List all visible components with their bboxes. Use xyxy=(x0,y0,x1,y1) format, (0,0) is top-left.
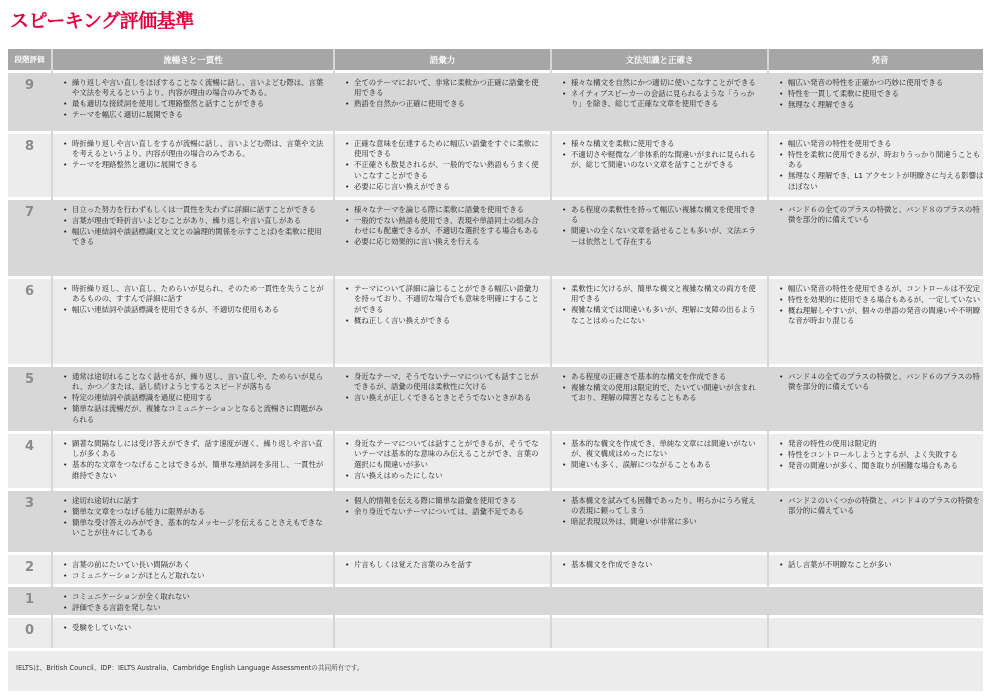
criteria-item: • 言い換えはめったにしない xyxy=(345,471,544,481)
criteria-item: • 繰り返しや言い直しをほぼすることなく流暢に話し、言いよどむ際は、言葉や文法を考えるというより、内容が理由の場合のみである。 xyxy=(63,78,327,99)
fluency-cell xyxy=(53,197,333,276)
criteria-list xyxy=(779,139,983,192)
criteria-list xyxy=(63,284,327,316)
criteria-item: • 基本構文を作成できない xyxy=(562,560,761,570)
criteria-item: • 発音の特性の使用は限定的 xyxy=(779,439,983,449)
criteria-item: • テーマについて詳細に論じることができる幅広い語彙力を持っており、不適切な場合でも意味を明確にすることができる xyxy=(345,284,544,315)
criteria-item: • 必要に応じ言い換えができる xyxy=(345,182,544,192)
grammar-cell xyxy=(552,197,767,276)
criteria-list xyxy=(562,560,761,570)
criteria-item: • 時折繰り返しや言い直しをするが流暢に話し、言いよどむ際は、言葉や文法を考えるというより、内容が理由の場合のみである。 xyxy=(63,139,327,160)
criteria-item: • 間違いも多く、誤解につながることもある xyxy=(562,460,761,470)
page-title: スピーキング評価基準 xyxy=(10,10,194,32)
grammar-cell xyxy=(552,131,767,197)
criteria-item: • 特性を効果的に使用できる場合もあるが、一定していない xyxy=(779,295,983,305)
lexical-cell xyxy=(335,364,550,431)
criteria-item: • 簡単な受け答えのみができ、基本的なメッセージを伝えることさえもできないことが往々にしてある xyxy=(63,518,327,539)
criteria-item: • 受験をしていない xyxy=(63,623,327,633)
criteria-item: • ある程度の柔軟性を持って幅広い複雑な構文を使用できる xyxy=(562,205,761,226)
criteria-list xyxy=(345,496,544,517)
criteria-list xyxy=(63,496,327,539)
criteria-list xyxy=(562,205,761,247)
pronunciation-cell xyxy=(769,552,983,584)
criteria-item: • 必要に応じ効果的に言い換えを行える xyxy=(345,237,544,247)
fluency-cell xyxy=(53,431,333,488)
criteria-list xyxy=(345,205,544,248)
band-level: 6 xyxy=(8,276,51,364)
criteria-list xyxy=(562,78,761,110)
criteria-item: • ある程度の正確さで基本的な構文を作成できる xyxy=(562,372,761,382)
criteria-item: • 様々なテーマを論じる際に柔軟に語彙を使用できる xyxy=(345,205,544,215)
pronunciation-cell xyxy=(769,431,983,488)
criteria-item: • 時折繰り返し、言い直し、ためらいが見られ、そのため一貫性を失うことがあるものの、すすんで詳細に話す xyxy=(63,284,327,305)
criteria-item: • 正確な意味を伝達するために幅広い語彙をすぐに柔軟に使用できる xyxy=(345,139,544,160)
pronunciation-cell xyxy=(769,584,983,615)
grammar-cell xyxy=(552,364,767,431)
criteria-item: • 概ね正しく言い換えができる xyxy=(345,316,544,326)
criteria-list xyxy=(63,560,327,581)
criteria-list xyxy=(779,78,983,110)
criteria-item: • 特性を柔軟に使用できるが、時おりうっかり間違うこともある xyxy=(779,150,983,171)
criteria-item: • 基本的な構文を作成でき、単純な文章には間違いがないが、複文構成はめったにない xyxy=(562,439,761,460)
criteria-item: • 特性をコントロールしようとするが、よく失敗する xyxy=(779,450,983,460)
criteria-item: • 身近なテーマについては話すことができるが、そうでないテーマは基本的な意味のみ伝えることができ、言葉の選択にも間違いが多い xyxy=(345,439,544,470)
pronunciation-cell xyxy=(769,488,983,552)
lexical-cell xyxy=(335,615,550,648)
criteria-list xyxy=(63,139,327,171)
criteria-list xyxy=(345,284,544,326)
criteria-item: • 簡単な話は流暢だが、複雑なコミュニケーションとなると流暢さに問題がみられる xyxy=(63,404,327,425)
lexical-cell xyxy=(335,488,550,552)
criteria-item: • 途切れ途切れに話す xyxy=(63,496,327,506)
lexical-cell xyxy=(335,131,550,197)
band-level: 9 xyxy=(8,70,51,131)
criteria-item: • 幅広い連結詞や談話標識(文と文との論理的関係を示すことば)を柔軟に使用できる xyxy=(63,227,327,248)
criteria-item: • 複雑な構文の使用は限定的で、たいてい間違いが含まれており、理解の障害となることもある xyxy=(562,383,761,404)
pronunciation-cell xyxy=(769,615,983,648)
criteria-list xyxy=(779,560,983,570)
criteria-item: • 身近なテーマ、そうでないテーマについても話すことができるが、語彙の使用は柔軟性に欠ける xyxy=(345,372,544,393)
criteria-list xyxy=(779,284,983,327)
criteria-item: • 柔軟性に欠けるが、簡単な構文と複雑な構文の両方を使用できる xyxy=(562,284,761,305)
lexical-cell xyxy=(335,197,550,276)
criteria-item: • テーマを理路整然と適切に展開できる xyxy=(63,160,327,170)
criteria-item: • 暗記表現以外は、間違いが非常に多い xyxy=(562,517,761,527)
criteria-item: • 熟語を自然かつ正確に使用できる xyxy=(345,99,544,109)
header-fluency: 流暢さと一貫性 xyxy=(53,49,333,70)
pronunciation-cell xyxy=(769,276,983,364)
criteria-item: • バンド２のいくつかの特徴と、バンド４のプラスの特徴を部分的に備えている xyxy=(779,496,983,517)
criteria-list xyxy=(779,372,983,393)
band-level: 4 xyxy=(8,431,51,488)
band-level: 2 xyxy=(8,552,51,584)
criteria-item: • テーマを幅広く適切に展開できる xyxy=(63,110,327,120)
criteria-item: • 全てのテーマにおいて、非常に柔軟かつ正確に語彙を使用できる xyxy=(345,78,544,99)
criteria-item: • 言い換えが正しくできるときとそうでないときがある xyxy=(345,393,544,403)
grammar-cell xyxy=(552,552,767,584)
criteria-item: • 片言もしくは覚えた言葉のみを話す xyxy=(345,560,544,570)
criteria-list xyxy=(562,139,761,171)
band-level: 8 xyxy=(8,131,51,197)
criteria-item: • 特性を一貫して柔軟に使用できる xyxy=(779,89,983,99)
criteria-item: • 様々な構文を柔軟に使用できる xyxy=(562,139,761,149)
criteria-list xyxy=(63,623,327,633)
band-level: 1 xyxy=(8,584,51,615)
grammar-cell xyxy=(552,615,767,648)
header-level: 段階評価 xyxy=(8,49,51,70)
band-level: 7 xyxy=(8,197,51,276)
grammar-cell xyxy=(552,431,767,488)
header-pronunciation: 発音 xyxy=(769,49,983,70)
criteria-item: • 最も適切な接続詞を使用して理路整然と話すことができる xyxy=(63,99,327,109)
criteria-item: • 顕著な間隔なしには受け答えができず、話す速度が遅く、繰り返しや言い直しが多くある xyxy=(63,439,327,460)
header-grammar: 文法知識と正確さ xyxy=(552,49,767,70)
band-level: 3 xyxy=(8,488,51,552)
criteria-item: • バンド６の全てのプラスの特徴と、バンド８のプラスの特徴を部分的に備えている xyxy=(779,205,983,226)
criteria-table xyxy=(8,49,983,691)
criteria-item: • 不正確さも散見されるが、一般的でない熟語もうまく使いこなすことができる xyxy=(345,160,544,181)
criteria-list xyxy=(63,372,327,425)
criteria-item: • バンド４の全てのプラスの特徴と、バンド６のプラスの特徴を部分的に備えている xyxy=(779,372,983,393)
fluency-cell xyxy=(53,584,333,615)
criteria-list xyxy=(63,439,327,481)
fluency-cell xyxy=(53,131,333,197)
criteria-item: • 基本構文を試みても困難であったり、明らかにうろ覚えの表現に頼ってしまう xyxy=(562,496,761,517)
criteria-item: • 基本的な文章をつなげることはできるが、簡単な連結詞を多用し、一貫性が維持できない xyxy=(63,460,327,481)
grammar-cell xyxy=(552,488,767,552)
criteria-item: • 通常は途切れることなく話せるが、繰り返し、言い直しや、ためらいが見られ、かつ／または、話し続けようとするとスピードが落ちる xyxy=(63,372,327,393)
criteria-list xyxy=(779,439,983,471)
criteria-item: • 言葉の前にたいてい長い間隔があく xyxy=(63,560,327,570)
criteria-item: • 無理なく理解できる xyxy=(779,100,983,110)
criteria-list xyxy=(562,439,761,471)
fluency-cell xyxy=(53,276,333,364)
header-lexical: 語彙力 xyxy=(335,49,550,70)
lexical-cell xyxy=(335,431,550,488)
criteria-list xyxy=(562,284,761,326)
criteria-list xyxy=(345,560,544,570)
criteria-item: • 無理なく理解でき、L1 アクセントが明瞭さに与える影響はほぼない xyxy=(779,171,983,192)
criteria-list xyxy=(63,78,327,121)
criteria-item: • 幅広い発音の特性を使用できるが、コントロールは不安定 xyxy=(779,284,983,294)
criteria-item: • 複雑な構文では間違いも多いが、理解に支障の出るようなことはめったにない xyxy=(562,305,761,326)
criteria-list xyxy=(345,78,544,110)
criteria-list xyxy=(779,496,983,517)
fluency-cell xyxy=(53,70,333,131)
criteria-item: • 個人的情報を伝える際に簡単な語彙を使用できる xyxy=(345,496,544,506)
criteria-item: • 話し言葉が不明瞭なことが多い xyxy=(779,560,983,570)
lexical-cell xyxy=(335,584,550,615)
lexical-cell xyxy=(335,276,550,364)
fluency-cell xyxy=(53,364,333,431)
criteria-item: • 評価できる言語を発しない xyxy=(63,603,327,613)
criteria-item: • 幅広い発音の特性を使用できる xyxy=(779,139,983,149)
fluency-cell xyxy=(53,488,333,552)
criteria-list xyxy=(63,205,327,248)
fluency-cell xyxy=(53,552,333,584)
criteria-item: • 不適切さや軽微な／非体系的な間違いがまれに見られるが、総じて間違いのない文章を話すことができる xyxy=(562,150,761,171)
criteria-item: • 言葉が理由で時折言いよどむことがあり、繰り返しや言い直しがある xyxy=(63,216,327,226)
lexical-cell xyxy=(335,552,550,584)
criteria-list xyxy=(345,439,544,481)
grammar-cell xyxy=(552,584,767,615)
criteria-item: • コミュニケーションが全く取れない xyxy=(63,592,327,602)
grammar-cell xyxy=(552,70,767,131)
criteria-item: • 幅広い連結詞や談話標識を使用できるが、不適切な使用もある xyxy=(63,305,327,315)
lexical-cell xyxy=(335,70,550,131)
footnote: IELTSは、British Council、IDP：IELTS Australia、Cambridge English Language Assessmentの共同所有です。 xyxy=(8,648,983,691)
pronunciation-cell xyxy=(769,131,983,197)
criteria-item: • 幅広い発音の特性を正確かつ巧妙に使用できる xyxy=(779,78,983,88)
criteria-item: • コミュニケーションがほとんど取れない xyxy=(63,571,327,581)
fluency-cell xyxy=(53,615,333,648)
criteria-list xyxy=(345,372,544,404)
criteria-item: • 概ね理解しやすいが、個々の単語の発音の間違いや不明瞭な音が時おり混じる xyxy=(779,306,983,327)
criteria-item: • 様々な構文を自然にかつ適切に使いこなすことができる xyxy=(562,78,761,88)
band-level: 5 xyxy=(8,364,51,431)
criteria-list xyxy=(562,372,761,404)
criteria-item: • 余り身近でないテーマについては、語彙不足である xyxy=(345,507,544,517)
criteria-item: • 一般的でない熟語も使用でき、表現や単語同士の組み合わせにも配慮できるが、不適切な選択をする場合もある xyxy=(345,216,544,237)
criteria-item: • 簡単な文章をつなげる能力に限界がある xyxy=(63,507,327,517)
pronunciation-cell xyxy=(769,364,983,431)
grammar-cell xyxy=(552,276,767,364)
criteria-item: • 発音の間違いが多く、聞き取りが困難な場合もある xyxy=(779,461,983,471)
criteria-item: • ネイティブスピーカーの会話に見られるような「うっかり」を除き、総じて正確な文章を使用できる xyxy=(562,89,761,110)
criteria-item: • 特定の連結詞や談話標識を過度に使用する xyxy=(63,393,327,403)
pronunciation-cell xyxy=(769,197,983,276)
criteria-list xyxy=(779,205,983,226)
criteria-list xyxy=(562,496,761,528)
criteria-item: • 間違いの全くない文章を話せることも多いが、文法エラーは依然として存在する xyxy=(562,226,761,247)
criteria-list xyxy=(63,592,327,613)
pronunciation-cell xyxy=(769,70,983,131)
criteria-list xyxy=(345,139,544,192)
criteria-item: • 目立った努力を行わずもしくは一貫性を失わずに詳細に話すことができる xyxy=(63,205,327,215)
band-level: 0 xyxy=(8,615,51,648)
